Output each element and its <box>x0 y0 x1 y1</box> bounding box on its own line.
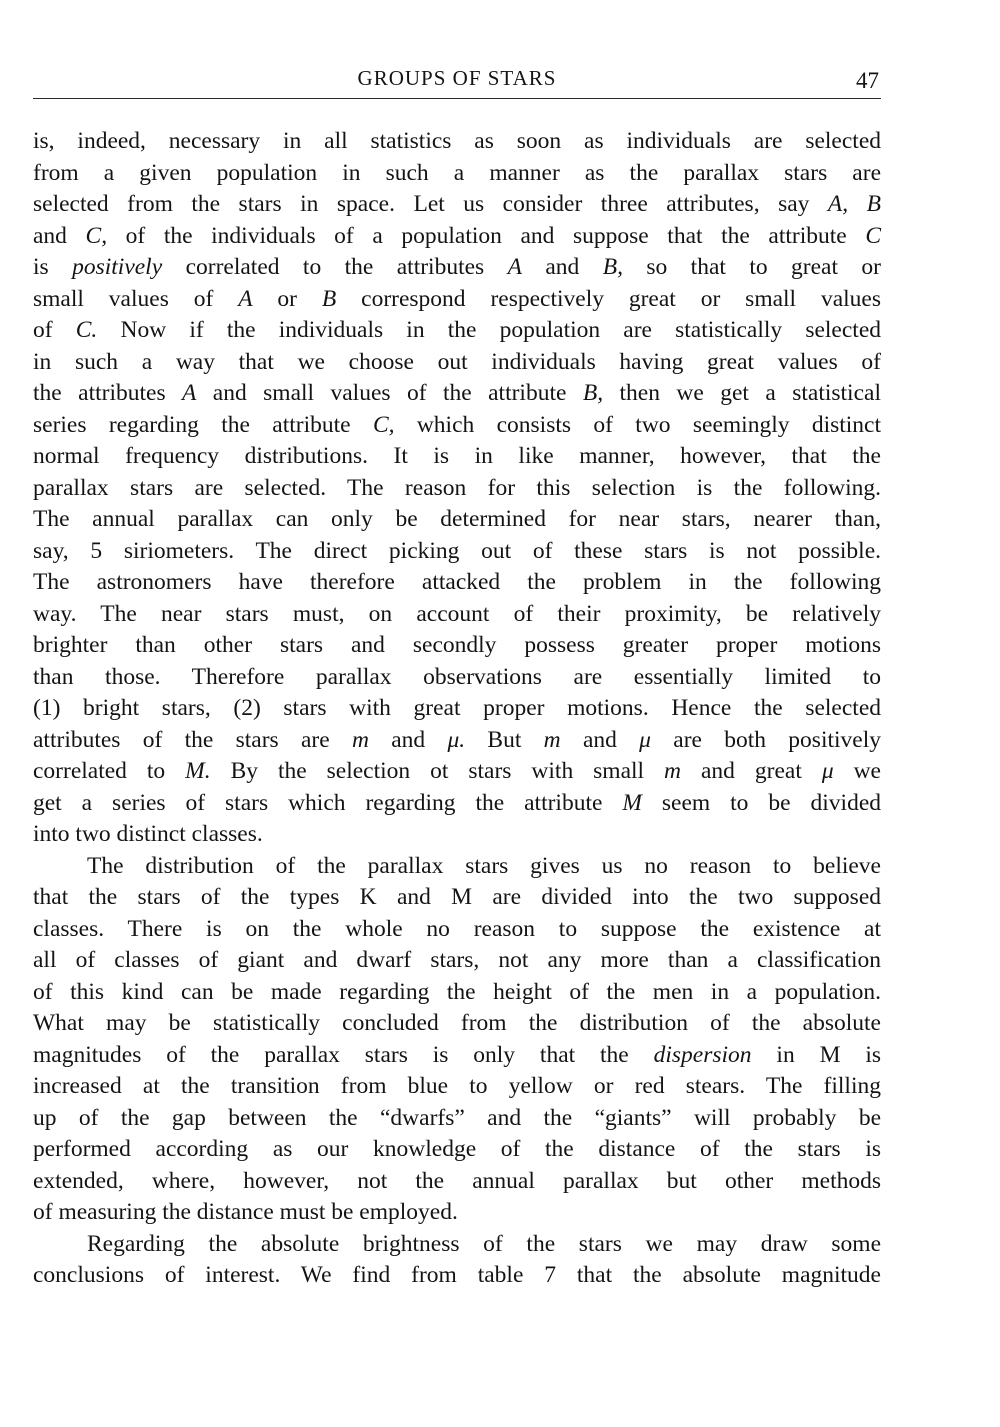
text-run: Now if the individuals in the population are statistically selected <box>97 317 882 343</box>
text-run: conclusions of interest. We find from table 7 that the absolute magnitude <box>33 1262 881 1288</box>
text-run: into two distinct classes. <box>33 821 263 847</box>
text-line <box>33 126 881 158</box>
text-run: of measuring the distance must be employed. <box>33 1199 458 1225</box>
text-run: What may be statistically concluded from the distribution of the absolute <box>33 1010 881 1036</box>
text-line <box>33 914 881 946</box>
text-run: correlated to <box>33 758 186 784</box>
text-line <box>33 1071 881 1103</box>
text-line <box>33 1103 881 1135</box>
text-line <box>33 882 881 914</box>
italic-term: m <box>664 758 682 784</box>
running-head <box>33 64 881 99</box>
italic-term: m <box>351 726 369 753</box>
italic-term: positively <box>72 254 163 280</box>
text-run: all of classes of giant and dwarf stars, not any more than a classification <box>33 947 881 973</box>
text-run: attributes of the stars are <box>33 726 352 753</box>
text-line <box>33 1008 881 1040</box>
text-run: and <box>560 726 640 753</box>
italic-term: C, <box>372 411 395 438</box>
text-run: increased at the transition from blue to yellow or red stears. The filling <box>33 1073 881 1099</box>
text-line <box>33 1134 881 1166</box>
text-run: and <box>521 254 603 280</box>
text-run: or <box>252 285 322 312</box>
italic-term: A <box>182 380 197 406</box>
text-run: of <box>33 317 76 343</box>
text-run: is <box>33 254 73 280</box>
text-line <box>33 441 881 473</box>
text-run: the attributes <box>33 380 183 406</box>
text-run: in such a way that we choose out individuals having great values of <box>33 348 881 375</box>
text-line <box>33 788 881 820</box>
text-run: seem to be divided <box>641 789 882 816</box>
text-run: normal frequency distributions. It is in like manner, however, that the <box>33 443 881 469</box>
text-run: The distribution of the parallax stars gives us no reason to believe <box>87 852 881 879</box>
text-run: correlated to the attributes <box>162 254 508 280</box>
italic-term: B, <box>582 380 604 406</box>
text-run: than those. Therefore parallax observations are essentially limited to <box>33 663 881 690</box>
text-run: extended, where, however, not the annual parallax but other methods <box>33 1167 881 1194</box>
text-run: and great <box>681 758 822 784</box>
text-run: that the stars of the types K and M are divided into the two supposed <box>33 884 881 910</box>
text-line <box>33 504 881 536</box>
text-line <box>33 1260 881 1292</box>
text-run: selected from the stars in space. Let us consider three attributes, say <box>33 191 828 217</box>
text-line <box>33 410 881 442</box>
italic-term: M <box>622 789 642 816</box>
italic-term: C <box>865 222 882 249</box>
text-run: brighter than other stars and secondly possess greater proper motions <box>33 632 881 658</box>
text-line <box>33 977 881 1009</box>
text-line <box>33 819 881 851</box>
text-run: in M is <box>751 1041 882 1068</box>
text-run: correspond respectively great or small values <box>336 285 882 312</box>
text-line <box>33 347 881 379</box>
text-run: series regarding the attribute <box>33 411 373 438</box>
text-line <box>33 1040 881 1072</box>
text-run: and <box>33 222 86 249</box>
italic-term: B, <box>602 254 623 280</box>
text-run: we <box>833 758 881 784</box>
text-line <box>33 725 881 757</box>
text-line <box>33 378 881 410</box>
text-run: get a series of stars which regarding the attribute <box>33 789 623 816</box>
text-run: The annual parallax can only be determined for near stars, nearer than, <box>33 506 881 532</box>
text-run: say, 5 siriometers. The direct picking out of these stars is not possible. <box>33 537 881 564</box>
text-run: Regarding the absolute brightness of the stars we may draw some <box>87 1230 881 1257</box>
body-text <box>33 126 881 1292</box>
text-run: which consists of two seemingly distinct <box>394 411 882 438</box>
text-line <box>33 158 881 190</box>
text-run: up of the gap between the “dwarfs” and the “giants” will probably be <box>33 1104 881 1131</box>
text-run: magnitudes of the parallax stars is only that the <box>33 1041 654 1068</box>
text-line <box>33 1229 881 1261</box>
text-run: small values of <box>33 285 239 312</box>
text-line <box>33 473 881 505</box>
italic-term: A, B <box>827 191 881 217</box>
text-run: so that to great or <box>622 254 881 280</box>
text-line <box>33 693 881 725</box>
text-run: But <box>465 726 544 753</box>
italic-term: μ <box>821 758 834 784</box>
text-run: from a given population in such a manner as the parallax stars are <box>33 159 881 186</box>
text-line <box>33 189 881 221</box>
italic-term: B <box>321 285 337 312</box>
text-line <box>33 567 881 599</box>
text-line <box>33 284 881 316</box>
text-line <box>33 756 881 788</box>
text-line <box>33 315 881 347</box>
italic-term: C, <box>85 222 108 249</box>
running-title: GROUPS OF STARS <box>357 66 557 90</box>
italic-term: dispersion <box>653 1041 752 1068</box>
text-run: performed according as our knowledge of the distance of the stars is <box>33 1136 881 1162</box>
text-line <box>33 221 881 253</box>
text-run: is, indeed, necessary in all statistics as soon as individuals are selected <box>33 128 881 154</box>
italic-term: μ <box>639 726 651 753</box>
text-line <box>33 1197 881 1229</box>
italic-term: M. <box>185 758 211 784</box>
text-run: and <box>368 726 448 753</box>
text-run: and small values of the attribute <box>196 380 583 406</box>
page-number: 47 <box>856 68 879 93</box>
text-line <box>33 536 881 568</box>
text-line <box>33 945 881 977</box>
paragraph <box>33 126 881 851</box>
italic-term: A <box>507 254 522 280</box>
italic-term: C. <box>75 317 98 343</box>
text-run: of this kind can be made regarding the height of the men in a population. <box>33 978 881 1005</box>
text-run: of the individuals of a population and suppose that the attribute <box>107 222 866 249</box>
text-run: By the selection ot stars with small <box>210 758 665 784</box>
text-line <box>33 851 881 883</box>
italic-term: A <box>238 285 253 312</box>
text-run: are both positively <box>650 726 881 753</box>
italic-term: m <box>543 726 561 753</box>
text-line <box>33 599 881 631</box>
paragraph <box>33 1229 881 1292</box>
text-run: The astronomers have therefore attacked the problem in the following <box>33 569 881 595</box>
text-line <box>33 630 881 662</box>
text-run: parallax stars are selected. The reason for this selection is the following. <box>33 474 881 501</box>
text-run: then we get a statistical <box>603 380 881 406</box>
text-run: (1) bright stars, (2) stars with great proper motions. Hence the selected <box>33 695 881 721</box>
text-run: way. The near stars must, on account of their proximity, be relatively <box>33 600 881 627</box>
paragraph <box>33 851 881 1229</box>
text-line <box>33 662 881 694</box>
text-line <box>33 252 881 284</box>
italic-term: μ. <box>447 726 466 753</box>
text-run: classes. There is on the whole no reason to suppose the existence at <box>33 915 881 942</box>
text-line <box>33 1166 881 1198</box>
